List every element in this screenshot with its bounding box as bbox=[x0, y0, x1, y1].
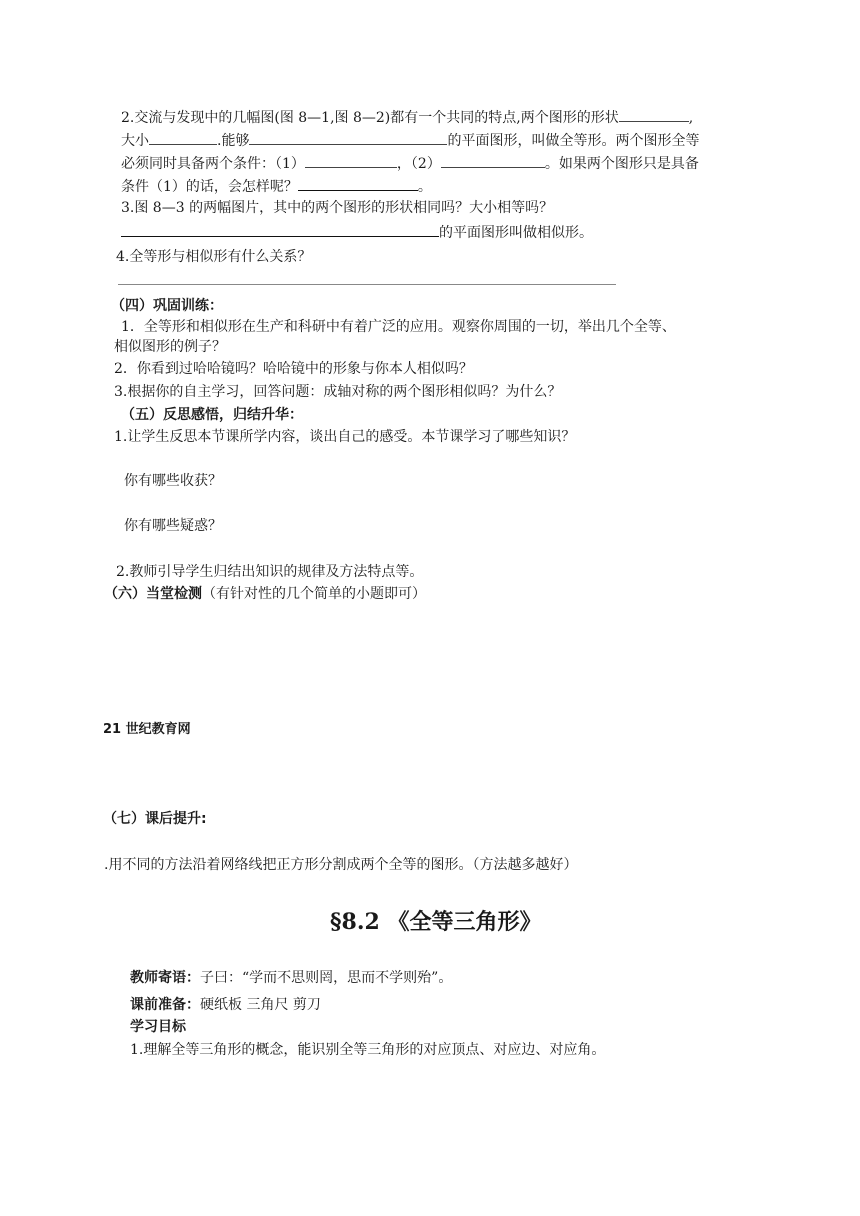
text-line: 必须同时具备两个条件：（1） ，（2） 。如果两个图形只是具备 bbox=[121, 153, 699, 173]
text-line: 1.理解全等三角形的概念，能识别全等三角形的对应顶点、对应边、对应角。 bbox=[130, 1042, 606, 1058]
answer-blank bbox=[149, 130, 217, 145]
answer-blank bbox=[121, 222, 439, 237]
text-line: 2.交流与发现中的几幅图(图 8—1,图 8—2)都有一个共同的特点,两个图形的形状 , bbox=[121, 107, 693, 127]
text-line: 2.教师引导学生归结出知识的规律及方法特点等。 bbox=[116, 564, 424, 580]
text-line: 条件（1）的话，会怎样呢？ 。 bbox=[121, 176, 432, 196]
text-line: 课前准备：硬纸板 三角尺 剪刀 bbox=[130, 997, 321, 1013]
section-heading: （六）当堂检测 bbox=[104, 586, 202, 602]
text-line: 相似图形的例子？ bbox=[114, 339, 226, 355]
watermark-text: 21 世纪教育网 bbox=[103, 722, 191, 737]
text-line: （六）当堂检测（有针对性的几个简单的小题即可） bbox=[104, 586, 426, 602]
text-line: 教师寄语：子曰：“学而不思则罔，思而不学则殆”。 bbox=[130, 970, 453, 986]
text-line: 大小 .能够 的平面图形，叫做全等形。两个图形全等 bbox=[121, 130, 699, 150]
section-heading: （四）巩固训练： bbox=[111, 298, 223, 314]
answer-blank bbox=[305, 153, 397, 168]
answer-blank bbox=[441, 153, 545, 168]
text-line: 1.让学生反思本节课所学内容，谈出自己的感受。本节课学习了哪些知识？ bbox=[114, 429, 576, 445]
answer-blank bbox=[298, 176, 418, 191]
answer-line bbox=[118, 284, 616, 285]
text-line: 3.根据你的自主学习，回答问题：成轴对称的两个图形相似吗？为什么？ bbox=[114, 384, 562, 400]
text-line: 的平面图形叫做相似形。 bbox=[121, 222, 593, 242]
text-line: 你有哪些收获？ bbox=[124, 473, 222, 489]
text-line: 2．你看到过哈哈镜吗？哈哈镜中的形象与你本人相似吗？ bbox=[114, 361, 473, 377]
text-line: .用不同的方法沿着网络线把正方形分割成两个全等的图形。（方法越多越好） bbox=[104, 857, 578, 873]
text-line: 4.全等形与相似形有什么关系？ bbox=[116, 249, 312, 265]
text-line: 你有哪些疑惑？ bbox=[124, 518, 222, 534]
page-title: §8.2 《全等三角形》 bbox=[330, 909, 542, 935]
section-heading: 学习目标 bbox=[130, 1019, 186, 1035]
answer-blank bbox=[619, 107, 689, 122]
answer-blank bbox=[249, 130, 447, 145]
text-line: 1．全等形和相似形在生产和科研中有着广泛的应用。观察你周围的一切，举出几个全等、 bbox=[121, 319, 676, 335]
text-line: 3.图 8—3 的两幅图片，其中的两个图形的形状相同吗？大小相等吗？ bbox=[121, 200, 554, 216]
section-heading: （七）课后提升: bbox=[103, 811, 207, 827]
section-heading: （五）反思感悟，归结升华： bbox=[121, 407, 303, 423]
